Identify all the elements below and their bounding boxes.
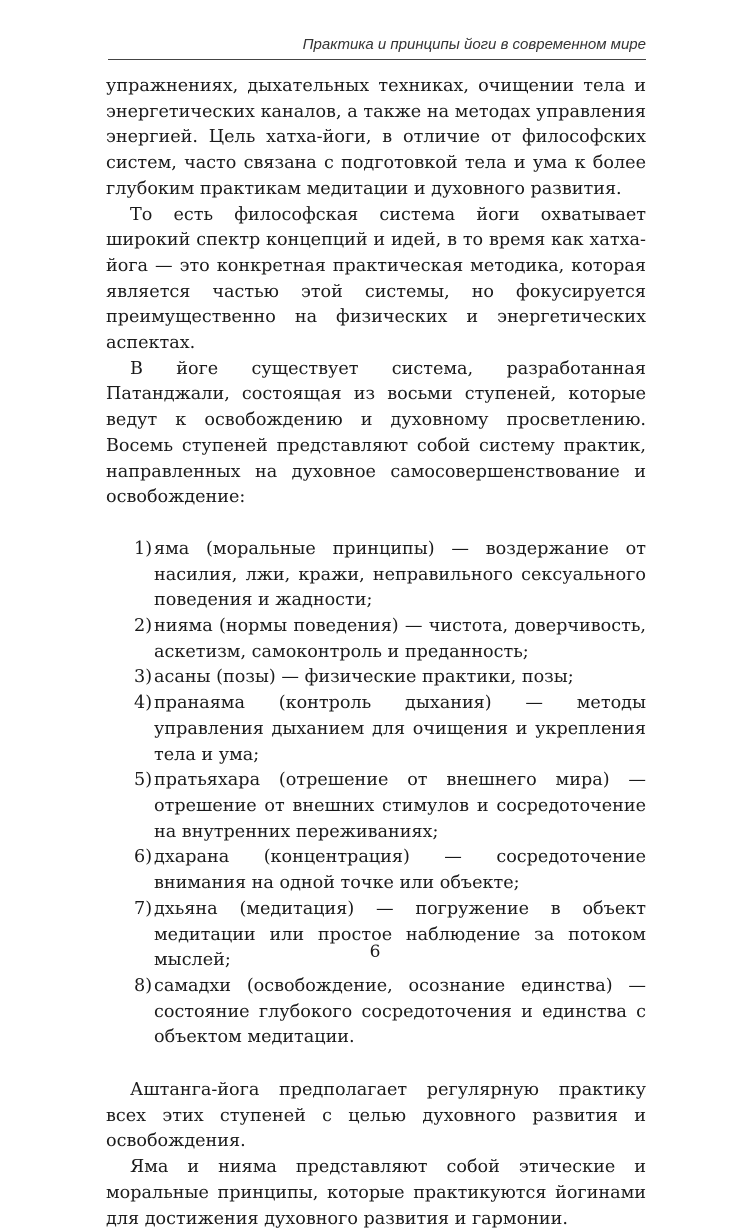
list-item <box>106 614 646 665</box>
list-item <box>106 691 646 768</box>
list-item-number: 5) <box>134 770 153 791</box>
paragraph-philosophy: То есть философская система йоги охватывает широкий спектр концепций и идей, в то время как хатха-йога — это конкретная практическая методика, которая является частью этой системы, но фокусируется преимущественно на физических и энергетических аспектах. <box>106 204 646 354</box>
paragraph-yama-niyama: Яма и нияма представляют собой этические и моральные принципы, которые практикуются йогинами для достижения духовного развития и гармонии. <box>106 1157 646 1229</box>
list-item <box>106 537 646 614</box>
list-item-number: 3) <box>134 667 153 688</box>
list-item-number: 2) <box>134 616 153 637</box>
page-number: 6 <box>369 942 381 962</box>
paragraph-patanjali: В йоге существует система, разработанная Патанджали, состоящая из восьми ступеней, которые ведут к освобождению и духовному просветлению. Восемь ступеней представляют собой систему практик, направленных на духовное самосовершенствование и освобождение: <box>106 358 646 508</box>
list-item-number: 8) <box>134 975 153 996</box>
paragraph-hatha-yoga: упражнениях, дыхательных техниках, очищении тела и энергетических каналов, а также на методах управления энергией. Цель хатха-йоги, в отличие от философских систем, часто связана с подготовкой тела и ума к более глубоким практикам медитации и духовного развития. <box>106 76 646 199</box>
list-item-number: 1) <box>134 538 153 559</box>
list-item <box>106 768 646 845</box>
page-body <box>106 74 646 1232</box>
list-item <box>106 974 646 1051</box>
list-item-text: дхарана (концентрация) — сосредоточение внимания на одной точке или объекте; <box>154 847 646 894</box>
list-item-number: 4) <box>134 693 153 714</box>
list-item-text: пратьяхара (отрешение от внешнего мира) — отрешение от внешних стимулов и сосредоточение на внутренних переживаниях; <box>154 770 646 842</box>
paragraph-ashtanga: Аштанга-йога предполагает регулярную практику всех этих ступеней с целью духовного развития и освобождения. <box>106 1080 646 1152</box>
running-header: Практика и принципы йоги в современном мире <box>108 36 646 60</box>
list-item <box>106 665 646 691</box>
list-item-text: пранаяма (контроль дыхания) — методы управления дыханием для очищения и укрепления тела и ума; <box>154 693 646 765</box>
list-item-text: нияма (нормы поведения) — чистота, доверчивость, аскетизм, самоконтроль и преданность; <box>154 616 646 662</box>
list-item-number: 7) <box>134 898 153 919</box>
eight-limbs-list <box>106 537 646 1051</box>
list-item-text: асаны (позы) — физические практики, позы; <box>154 667 574 688</box>
list-item-text: дхьяна (медитация) — погружение в объект медитации или простое наблюдение за потоком мыслей; <box>154 898 646 971</box>
list-item <box>106 897 646 974</box>
list-item-number: 6) <box>134 847 153 868</box>
list-item-text: яма (моральные принципы) — воздержание от насилия, лжи, кражи, неправильного сексуального поведения и жадности; <box>154 538 646 611</box>
list-item <box>106 845 646 896</box>
list-item-text: самадхи (освобождение, осознание единства) — состояние глубокого сосредоточения и единства с объектом медитации. <box>154 975 646 1048</box>
